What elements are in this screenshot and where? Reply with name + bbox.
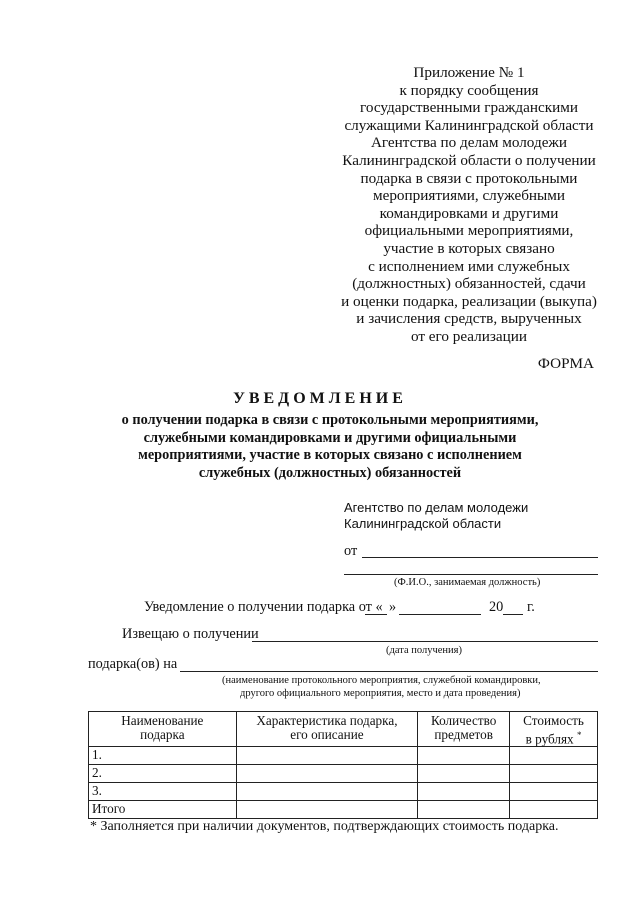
row-label: Итого (89, 801, 237, 819)
table-cell[interactable] (510, 747, 598, 765)
receipt-date-field[interactable] (252, 641, 598, 642)
table-cell[interactable] (236, 783, 418, 801)
table-cell[interactable] (418, 801, 510, 819)
row-label: 1. (89, 747, 237, 765)
from-position-field[interactable] (344, 574, 598, 575)
notice-year-suffix: г. (527, 599, 535, 615)
appendix-line: мероприятиями, служебными (372, 187, 565, 205)
event-hint: другого официального мероприятия, место и дата проведения) (240, 688, 521, 699)
document-title: УВЕДОМЛЕНИЕ (233, 390, 407, 407)
event-hint: (наименование протокольного мероприятия, служебной командировки, (222, 675, 541, 686)
document-subtitle (90, 412, 570, 483)
appendix-line: командировками и другими (379, 204, 559, 222)
notice-year-prefix: 20 (489, 599, 504, 615)
appendix-line: к порядку сообщения (399, 81, 539, 99)
notice-month-field[interactable] (399, 614, 481, 615)
table-cell[interactable] (510, 765, 598, 783)
notice-date-prefix: Уведомление о получении подарка от « (144, 599, 383, 615)
appendix-line: и оценки подарка, реализации (выкупа) (341, 292, 597, 310)
gift-on-label: подарка(ов) на (88, 656, 178, 672)
table-cell[interactable] (236, 765, 418, 783)
table-cell[interactable] (236, 747, 418, 765)
event-field[interactable] (180, 671, 598, 672)
table-row (89, 747, 598, 765)
notice-day-field[interactable] (365, 614, 387, 615)
table-row (89, 765, 598, 783)
header-gift-description: Характеристика подарка, его описание (236, 712, 418, 747)
table-row (89, 783, 598, 801)
subtitle-line: служебных (должностных) обязанностей (198, 465, 462, 482)
appendix-line: от его реализации (410, 327, 528, 345)
notice-year-field[interactable] (503, 614, 523, 615)
appendix-line: (должностных) обязанностей, сдачи (352, 275, 586, 293)
appendix-line: с исполнением ими служебных (368, 257, 570, 275)
table-cell[interactable] (510, 801, 598, 819)
appendix-line: Калининградской области о получении (342, 151, 596, 169)
row-label: 2. (89, 765, 237, 783)
appendix-line: государственными гражданскими (360, 99, 578, 117)
gifts-table (88, 711, 598, 819)
table-row (89, 801, 598, 819)
table-cell[interactable] (510, 783, 598, 801)
notice-date-mid: » (389, 599, 397, 615)
appendix-line: и зачисления средств, вырученных (356, 310, 582, 328)
table-cell[interactable] (418, 765, 510, 783)
subtitle-line: служебными командировками и другими официальными (143, 429, 517, 446)
header-cost: Стоимость в рублях * (510, 712, 598, 747)
subtitle-line: о получении подарка в связи с протокольными мероприятиями, (121, 412, 539, 428)
row-label: 3. (89, 783, 237, 801)
appendix-line: официальными мероприятиями, (364, 222, 574, 240)
appendix-line: Агентства по делам молодежи (370, 134, 568, 152)
footnote: * Заполняется при наличии документов, подтверждающих стоимость подарка. (90, 819, 559, 834)
receipt-label: Извещаю о получении (122, 626, 259, 642)
appendix-line: подарка в связи с протокольными (360, 169, 578, 187)
from-hint: (Ф.И.О., занимаемая должность) (394, 577, 541, 588)
addressee-line: Калининградской области (344, 516, 502, 531)
from-name-field[interactable] (362, 557, 598, 558)
form-label: ФОРМА (537, 355, 594, 372)
appendix-line: служащими Калининградской области (344, 116, 594, 134)
table-cell[interactable] (418, 783, 510, 801)
receipt-hint: (дата получения) (386, 645, 462, 656)
appendix-line: участие в которых связано (383, 239, 555, 257)
subtitle-line: мероприятиями, участие в которых связано с исполнением (138, 447, 522, 464)
table-cell[interactable] (418, 747, 510, 765)
footnote-mark: * (576, 730, 582, 740)
from-label: от (344, 543, 358, 559)
table-header-row (89, 712, 598, 747)
header-gift-name: Наименование подарка (89, 712, 237, 747)
appendix-header (330, 64, 608, 346)
addressee-line: Агентство по делам молодежи (344, 500, 529, 515)
appendix-line: Приложение № 1 (413, 64, 525, 81)
header-quantity: Количество предметов (418, 712, 510, 747)
table-cell[interactable] (236, 801, 418, 819)
